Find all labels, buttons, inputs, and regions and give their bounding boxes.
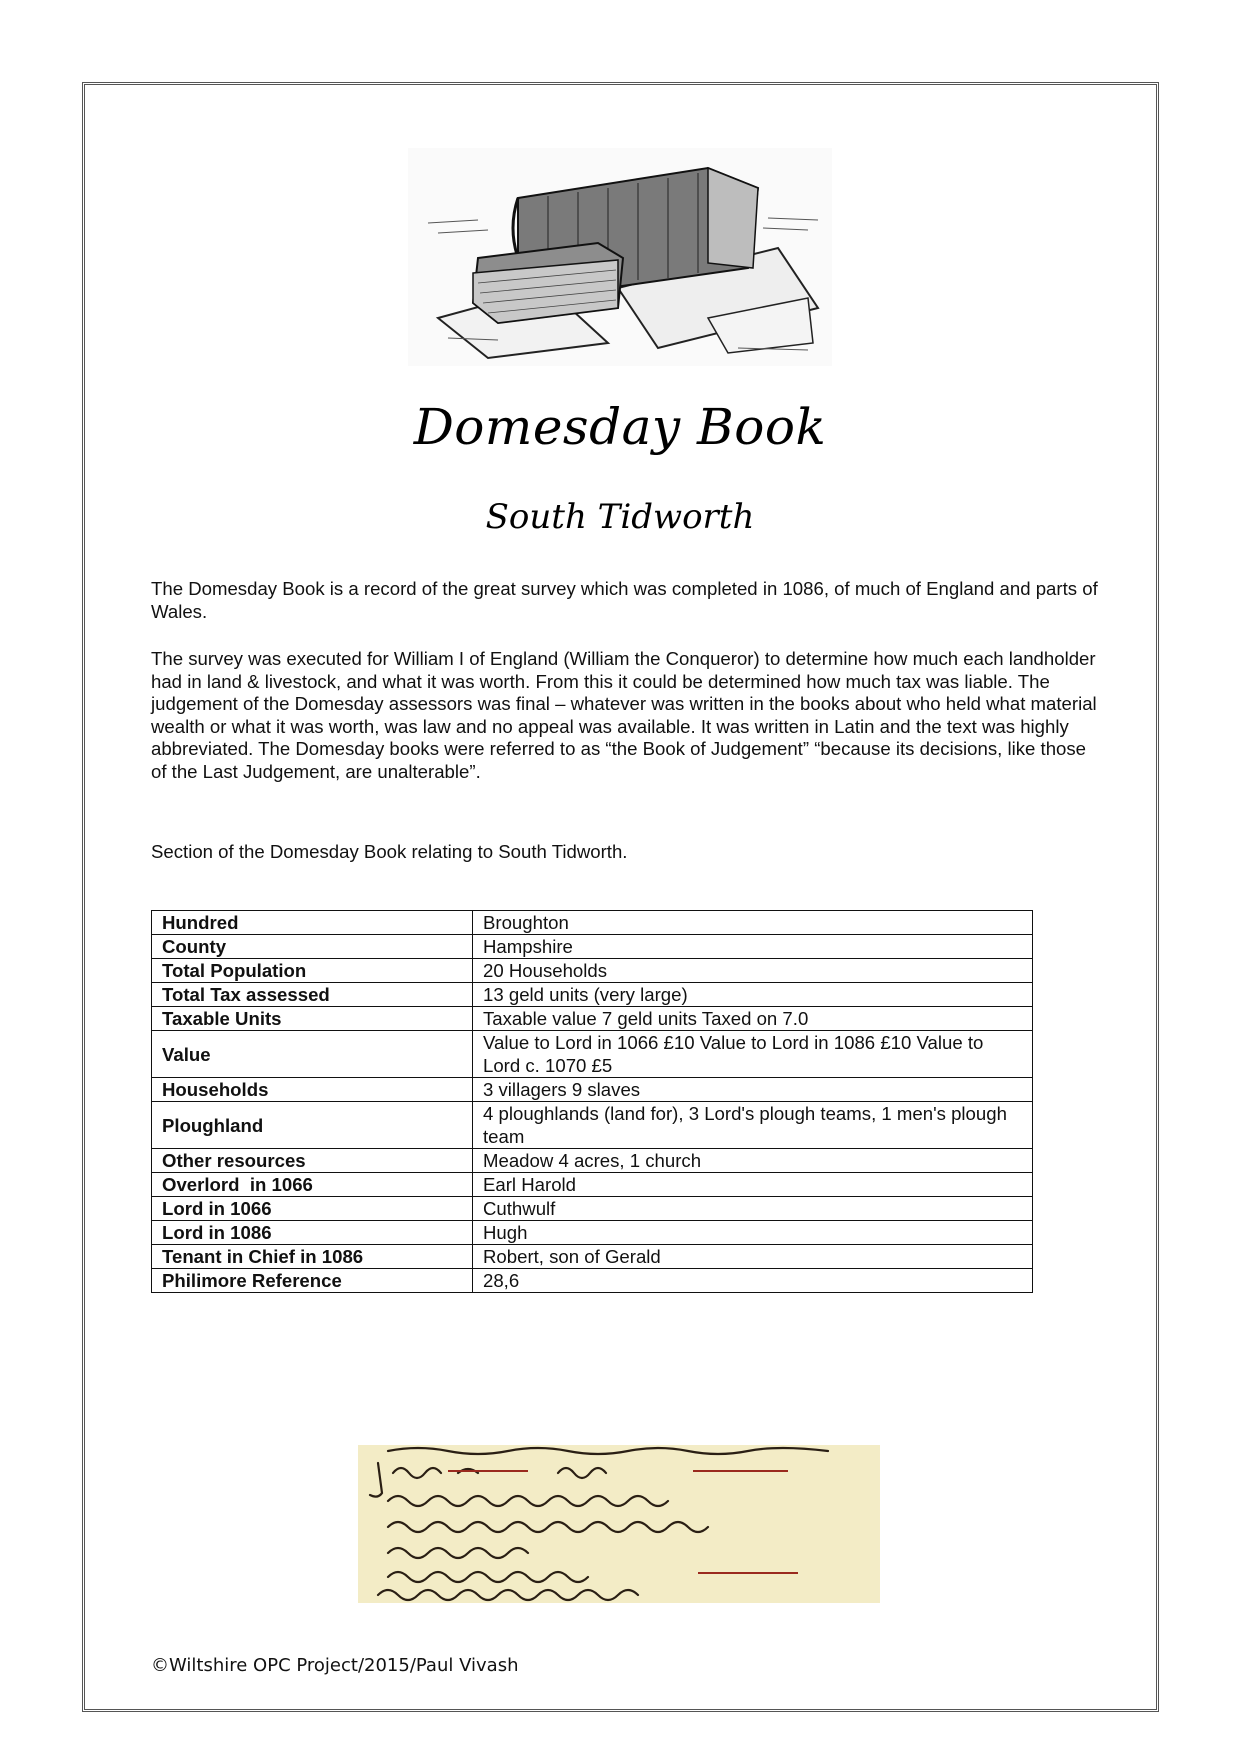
row-value: Robert, son of Gerald xyxy=(473,1245,1033,1269)
row-label: Lord in 1066 xyxy=(152,1197,473,1221)
table-row xyxy=(152,1149,1033,1173)
row-label: Ploughland xyxy=(152,1102,473,1149)
domesday-details-table xyxy=(151,910,1033,1293)
row-value: Cuthwulf xyxy=(473,1197,1033,1221)
table-row xyxy=(152,983,1033,1007)
copyright-footer: ©Wiltshire OPC Project/2015/Paul Vivash xyxy=(151,1655,519,1676)
row-label: Hundred xyxy=(152,911,473,935)
section-caption: Section of the Domesday Book relating to South Tidworth. xyxy=(151,841,628,862)
row-value: 13 geld units (very large) xyxy=(473,983,1033,1007)
row-value: 4 ploughlands (land for), 3 Lord's plough teams, 1 men's plough team xyxy=(473,1102,1033,1149)
row-value: Meadow 4 acres, 1 church xyxy=(473,1149,1033,1173)
row-label: Overlord in 1066 xyxy=(152,1173,473,1197)
table-row xyxy=(152,1245,1033,1269)
row-label: Lord in 1086 xyxy=(152,1221,473,1245)
row-value: Earl Harold xyxy=(473,1173,1033,1197)
survey-paragraph: The survey was executed for William I of England (William the Conqueror) to determine how much each landholder had in land & livestock, and what it was worth. From this it could be determined how much tax was liable. The judgement of the Domesday assessors was final – whatever was written in the books about who held what material wealth or what it was worth, was law and no appeal was available. It was written in Latin and the text was highly abbreviated. The Domesday books were referred to as “the Book of Judgement” “because its decisions, like those of the Last Judgement, are unalterable”. xyxy=(151,648,1097,782)
table-row xyxy=(152,1031,1033,1078)
row-label: Households xyxy=(152,1078,473,1102)
row-value: Hugh xyxy=(473,1221,1033,1245)
row-label: Total Tax assessed xyxy=(152,983,473,1007)
document-title: Domesday Book xyxy=(413,398,827,456)
row-label: Taxable Units xyxy=(152,1007,473,1031)
row-label: Philimore Reference xyxy=(152,1269,473,1293)
row-value: 28,6 xyxy=(473,1269,1033,1293)
row-value: Hampshire xyxy=(473,935,1033,959)
row-label: Tenant in Chief in 1086 xyxy=(152,1245,473,1269)
table-row xyxy=(152,1102,1033,1149)
table-row xyxy=(152,935,1033,959)
row-value: Value to Lord in 1066 £10 Value to Lord in 1086 £10 Value to Lord c. 1070 £5 xyxy=(473,1031,1033,1078)
table-row xyxy=(152,959,1033,983)
table-row xyxy=(152,1197,1033,1221)
table-row xyxy=(152,1078,1033,1102)
table-row xyxy=(152,1269,1033,1293)
book-illustration-icon xyxy=(408,148,832,366)
document-subtitle: South Tidworth xyxy=(485,497,755,537)
row-value: 3 villagers 9 slaves xyxy=(473,1078,1033,1102)
row-label: Other resources xyxy=(152,1149,473,1173)
intro-paragraph: The Domesday Book is a record of the great survey which was completed in 1086, of much of England and parts of Wales. xyxy=(151,578,1098,622)
row-value: 20 Households xyxy=(473,959,1033,983)
table-row xyxy=(152,1007,1033,1031)
manuscript-excerpt-icon xyxy=(358,1445,880,1603)
table-row xyxy=(152,1221,1033,1245)
row-label: Total Population xyxy=(152,959,473,983)
table-row xyxy=(152,1173,1033,1197)
row-label: Value xyxy=(152,1031,473,1078)
row-value: Broughton xyxy=(473,911,1033,935)
row-label: County xyxy=(152,935,473,959)
row-value: Taxable value 7 geld units Taxed on 7.0 xyxy=(473,1007,1033,1031)
table-row xyxy=(152,911,1033,935)
